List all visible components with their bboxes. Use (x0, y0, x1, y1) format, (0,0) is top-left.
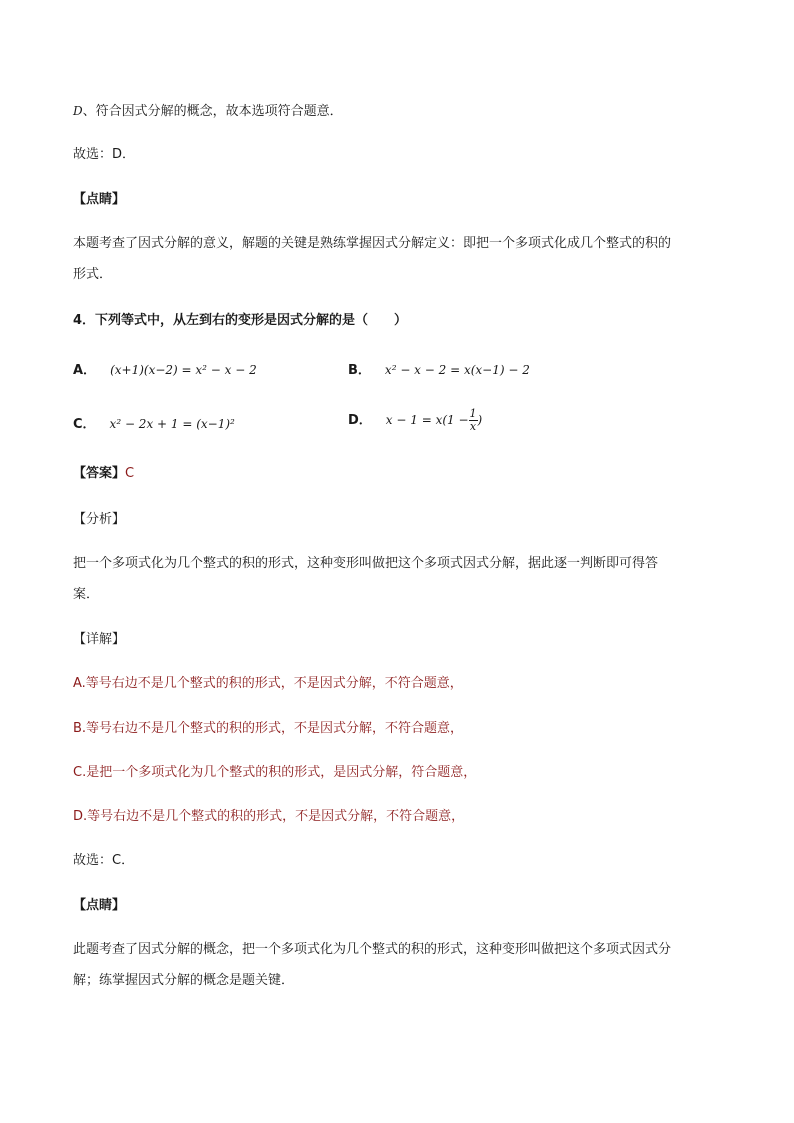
option-d (348, 408, 482, 433)
option-c-expr: x² − 2x + 1 = (x−1)² (109, 417, 235, 431)
option-d-fraction (469, 408, 478, 433)
option-d-expr-prefix: x − 1 = x(1 − (385, 413, 469, 427)
option-d-expr-suffix: ) (477, 413, 483, 427)
question-title: 4．下列等式中，从左到右的变形是因式分解的是（ ） (73, 313, 408, 328)
analysis-heading: 【分析】 (73, 512, 126, 527)
comment-text-1-line-2: 形式． (73, 267, 113, 282)
option-d-fraction-numerator: 1 (469, 407, 477, 420)
option-b-expr: x² − x − 2 = x(x−1) − 2 (384, 363, 530, 377)
comment-text-2-line-2: 解；练掌握因式分解的概念是题关键． (73, 973, 295, 988)
answer-value: C (125, 466, 135, 481)
option-d-letter: D (73, 104, 83, 118)
detail-item-a: A.等号右边不是几个整式的积的形式，不是因式分解，不符合题意， (73, 676, 463, 691)
comment-text-1-line-1: 本题考查了因式分解的意义，解题的关键是熟练掌握因式分解定义：即把一个多项式化成几个整式的积的 (73, 236, 672, 251)
comment-text-2-line-1: 此题考查了因式分解的概念，把一个多项式化为几个整式的积的形式，这种变形叫做把这个多项式因式分 (73, 942, 672, 957)
option-d-label: D． (348, 413, 372, 428)
option-d-explanation (73, 101, 343, 122)
answer-line (73, 464, 134, 484)
detail-item-c: C.是把一个多项式化为几个整式的积的形式，是因式分解，符合题意， (73, 765, 477, 780)
option-a-expr: (x+1)(x−2) = x² − x − 2 (110, 363, 257, 377)
option-c-label: C． (73, 417, 96, 432)
option-b-label: B． (348, 363, 371, 378)
answer-heading: 【答案】 (73, 466, 126, 481)
comment-heading-2: 【点睛】 (73, 898, 126, 913)
option-b (348, 360, 530, 381)
detail-item-b: B.等号右边不是几个整式的积的形式，不是因式分解，不符合题意， (73, 721, 464, 736)
prev-answer-line: 故选：D． (73, 147, 136, 162)
comment-heading-1: 【点睛】 (73, 192, 126, 207)
option-d-text: 、符合因式分解的概念，故本选项符合题意． (82, 104, 343, 119)
analysis-text-line-2: 案． (73, 587, 100, 602)
detail-item-d: D.等号右边不是几个整式的积的形式，不是因式分解，不符合题意， (73, 809, 465, 824)
option-d-fraction-denominator: x (469, 420, 477, 433)
detail-heading: 【详解】 (73, 632, 126, 647)
analysis-text-line-1: 把一个多项式化为几个整式的积的形式，这种变形叫做把这个多项式因式分解，据此逐一判断即可得答 (73, 556, 659, 571)
option-c (73, 414, 235, 435)
option-a-label: A． (73, 363, 97, 378)
detail-conclusion: 故选：C． (73, 853, 135, 868)
option-a (73, 360, 257, 381)
